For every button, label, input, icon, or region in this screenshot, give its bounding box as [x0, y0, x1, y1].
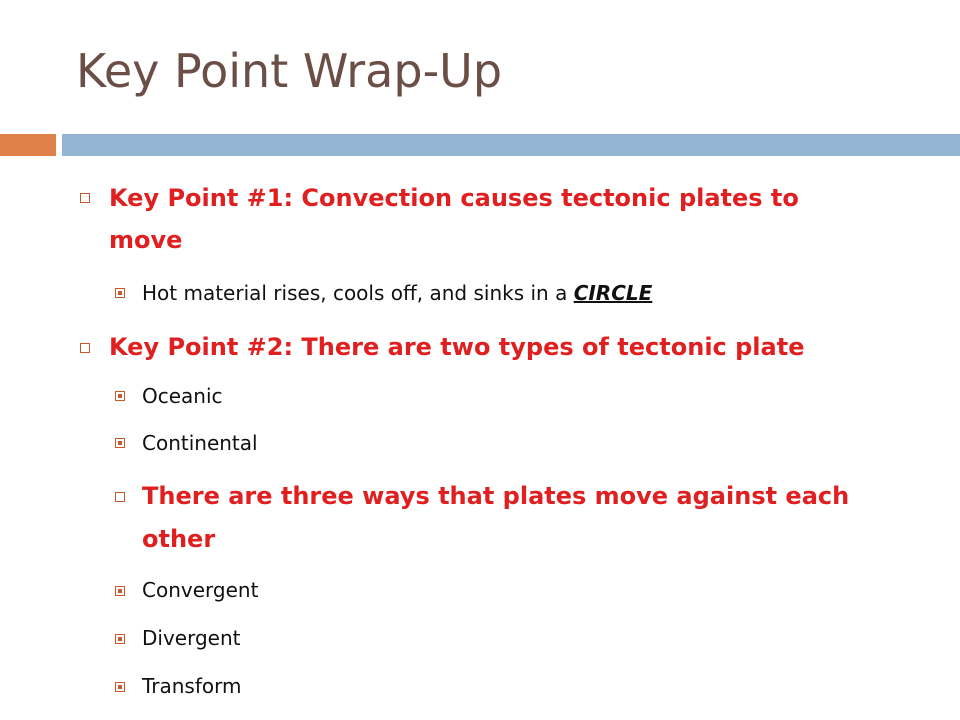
title-accent-bar-blue: [62, 134, 960, 156]
bullet-square-icon: [80, 343, 90, 353]
movement-convergent: Convergent: [142, 578, 259, 602]
slide-title: Key Point Wrap-Up: [76, 44, 503, 98]
key-point-3-line1: There are three ways that plates move against each: [142, 482, 850, 510]
key-point-1-line2: move: [109, 226, 183, 254]
title-accent-bar-orange: [0, 134, 56, 156]
bullet-square-filled-icon: [115, 682, 125, 692]
bullet-square-icon: [80, 193, 90, 203]
key-point-1-sub: [142, 280, 652, 306]
key-point-3-line2: other: [142, 525, 216, 553]
key-point-1-sub-text: Hot material rises, cools off, and sinks in a: [142, 281, 574, 305]
key-point-1-sub-emphasis: CIRCLE: [573, 281, 653, 305]
bullet-square-filled-icon: [115, 586, 125, 596]
plate-type-continental: Continental: [142, 431, 258, 455]
bullet-square-filled-icon: [115, 391, 125, 401]
plate-type-oceanic: Oceanic: [142, 384, 223, 408]
bullet-square-filled-icon: [115, 288, 125, 298]
key-point-1-line1: Key Point #1: Convection causes tectonic plates to: [109, 184, 799, 212]
bullet-square-icon: [115, 492, 125, 502]
movement-transform: Transform: [142, 674, 242, 698]
movement-divergent: Divergent: [142, 626, 241, 650]
key-point-2: Key Point #2: There are two types of tectonic plate: [109, 333, 805, 361]
bullet-square-filled-icon: [115, 634, 125, 644]
bullet-square-filled-icon: [115, 438, 125, 448]
